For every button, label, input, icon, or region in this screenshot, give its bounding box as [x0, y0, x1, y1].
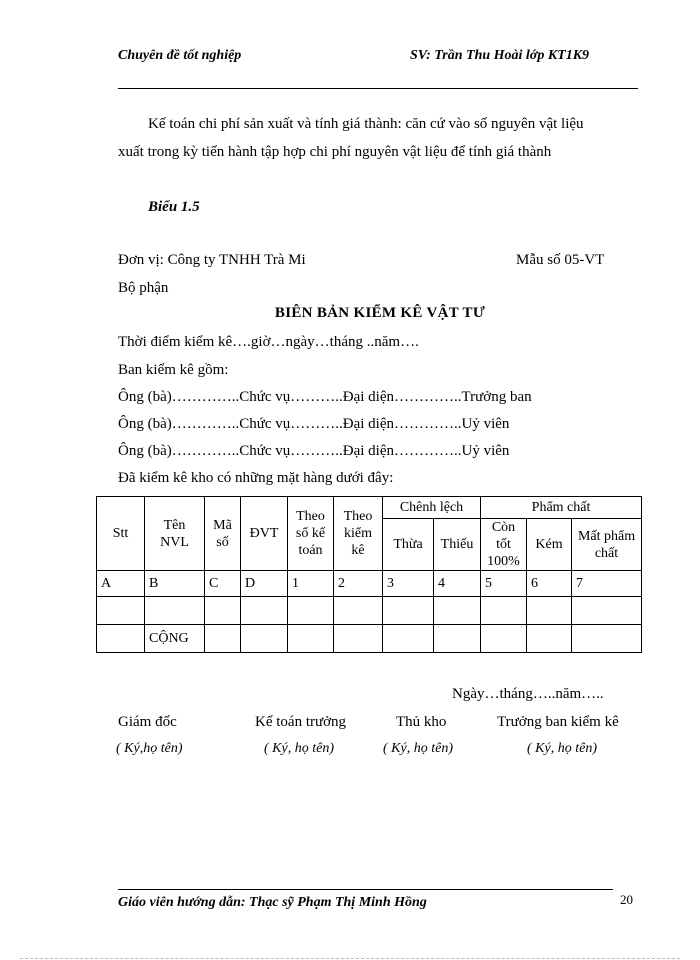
code-cell: 3: [383, 571, 434, 597]
code-cell: 5: [481, 571, 527, 597]
code-cell: A: [97, 571, 145, 597]
col-dvt: ĐVT: [241, 497, 288, 571]
col-mat-pham-chat: Mất phẩm chất: [572, 519, 642, 571]
col-ten-nvl: Tên NVL: [145, 497, 205, 571]
code-cell: D: [241, 571, 288, 597]
footer-rule: [118, 889, 613, 890]
bieu-label: Biểu 1.5: [148, 199, 200, 215]
code-cell: B: [145, 571, 205, 597]
col-theo-kiem-ke: Theo kiểm kê: [334, 497, 383, 571]
col-thua: Thừa: [383, 519, 434, 571]
total-row: [97, 625, 642, 653]
code-cell: 2: [334, 571, 383, 597]
form-title: BIÊN BẢN KIỂM KÊ VẬT TƯ: [274, 305, 486, 321]
code-cell: 4: [434, 571, 481, 597]
empty-row: [97, 597, 642, 625]
col-kem: Kém: [527, 519, 572, 571]
intro-line-1: Kế toán chi phí sản xuất và tính giá thành: căn cứ vào số nguyên vật liệu: [148, 116, 584, 132]
sig-note-thu-kho: ( Ký, họ tên): [383, 741, 453, 756]
code-row: [97, 571, 642, 597]
total-label: CỘNG: [145, 625, 205, 653]
mau-so: Mẫu số 05-VT: [516, 252, 605, 268]
code-cell: 7: [572, 571, 642, 597]
col-chenh-lech: Chênh lệch: [383, 497, 481, 519]
code-cell: C: [205, 571, 241, 597]
bo-phan: Bộ phận: [118, 280, 169, 296]
col-pham-chat: Phẩm chất: [481, 497, 642, 519]
page-number: 20: [620, 892, 633, 907]
header-rule: [118, 88, 638, 89]
sig-role-giam-doc: Giám đốc: [118, 714, 177, 730]
member-line-3: Ông (bà)…………..Chức vụ………..Đại diện…………..Uỷ viên: [118, 443, 510, 459]
code-cell: 6: [527, 571, 572, 597]
sig-note-ke-toan-truong: ( Ký, họ tên): [264, 741, 334, 756]
sig-role-thu-kho: Thủ kho: [396, 714, 447, 730]
da-kiem-ke: Đã kiểm kê kho có những mặt hàng dưới đây:: [118, 470, 394, 486]
page-edge: [20, 958, 680, 959]
header-left: Chuyên đề tốt nghiệp: [118, 48, 242, 63]
intro-line-2: xuất trong kỳ tiến hành tập hợp chi phí nguyên vật liệu để tính giá thành: [118, 144, 552, 160]
member-line-2: Ông (bà)…………..Chức vụ………..Đại diện…………..Uỷ viên: [118, 416, 510, 432]
col-con-tot: Còn tốt 100%: [481, 519, 527, 571]
code-cell: 1: [288, 571, 334, 597]
thoi-diem-kiem-ke: Thời điểm kiểm kê….giờ…ngày…tháng ..năm….: [118, 334, 419, 350]
col-ma-so: Mã số: [205, 497, 241, 571]
header-right: SV: Trần Thu Hoài lớp KT1K9: [410, 48, 590, 63]
col-thieu: Thiếu: [434, 519, 481, 571]
sig-note-truong-ban: ( Ký, họ tên): [527, 741, 597, 756]
member-line-1: Ông (bà)…………..Chức vụ………..Đại diện…………..Trưởng ban: [118, 389, 532, 405]
sig-role-ke-toan-truong: Kế toán trưởng: [255, 714, 347, 730]
don-vi: Đơn vị: Công ty TNHH Trà Mi: [118, 252, 306, 268]
sig-role-truong-ban: Trưởng ban kiểm kê: [497, 714, 619, 730]
inventory-table: [96, 496, 642, 653]
col-theo-so-ke-toan: Theo sổ kế toán: [288, 497, 334, 571]
date-line: Ngày…tháng…..năm…..: [452, 686, 604, 702]
col-stt: Stt: [97, 497, 145, 571]
ban-kiem-ke: Ban kiểm kê gồm:: [118, 362, 229, 378]
footer-teacher: Giáo viên hướng dẫn: Thạc sỹ Phạm Thị Minh Hồng: [118, 895, 427, 910]
sig-note-giam-doc: ( Ký,họ tên): [116, 741, 183, 756]
